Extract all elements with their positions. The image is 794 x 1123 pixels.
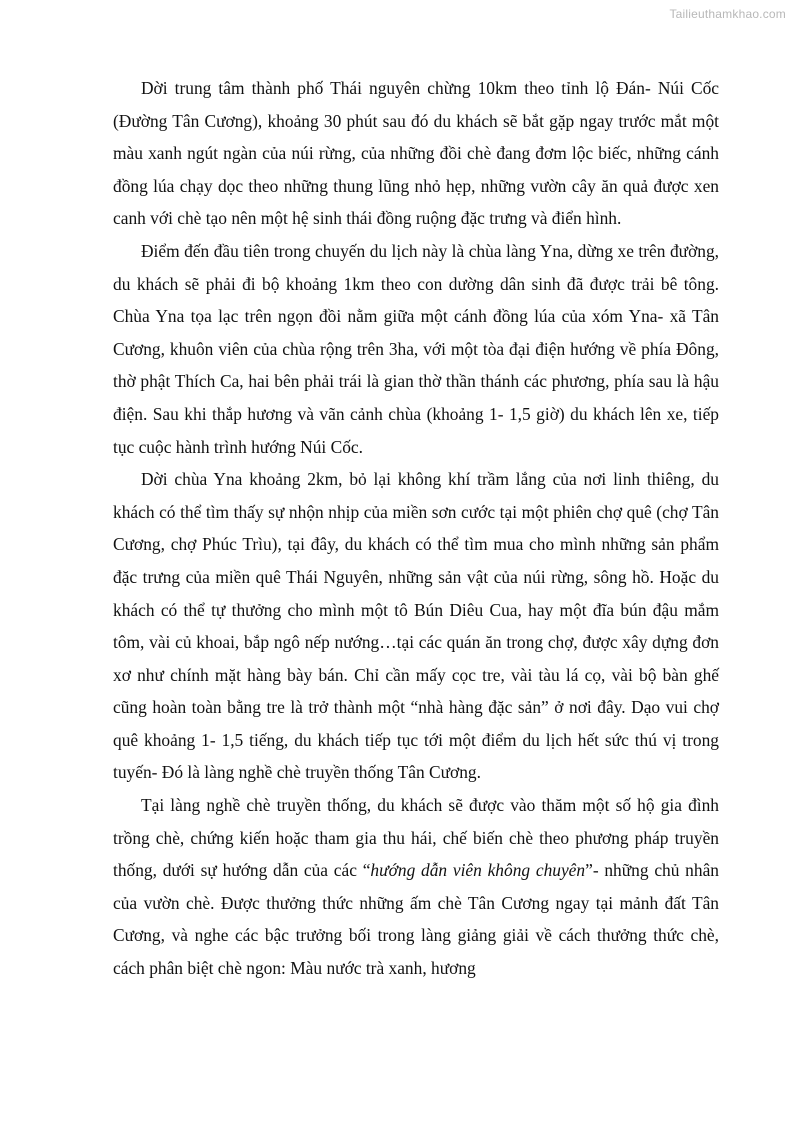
paragraph-4-text-before: Tại làng nghề chè truyền thống, du khách sẽ được vào thăm một số hộ gia đình trồng chè, chứng kiến hoặc tham gia thu hái, chế biến chè theo phương pháp truyền thống, dưới sự hướng dẫn của các “ bbox=[113, 795, 719, 881]
paragraph-3-text: Dời chùa Yna khoảng 2km, bỏ lại không khí trầm lắng của nơi linh thiêng, du khách có thể tìm thấy sự nhộn nhịp của miền sơn cước tại một phiên chợ quê (chợ Tân Cương, chợ Phúc Trìu), tại đây, du khách có thể tìm mua cho mình những sản phẩm đặc trưng của miền quê Thái Nguyên, những sản vật của núi rừng, sông hồ. Hoặc du khách có thể tự thưởng cho mình một tô Bún Diêu Cua, hay một đĩa bún đậu mắm tôm, vài củ khoai, bắp ngô nếp nướng…tại các quán ăn trong chợ, được xây dựng đơn xơ như chính mặt hàng bày bán. Chỉ cần mấy cọc tre, vài tàu lá cọ, vài bộ bàn ghế cũng hoàn toàn bằng tre là trở thành một “nhà hàng đặc sản” ở nơi đây. Dạo vui chợ quê khoảng 1- 1,5 tiếng, du khách tiếp tục tới một điểm du lịch hết sức thú vị trong tuyến- Đó là làng nghề chè truyền thống Tân Cương. bbox=[113, 469, 719, 783]
paragraph-1 bbox=[113, 72, 719, 235]
paragraph-4 bbox=[113, 789, 719, 985]
paragraph-4-italic-phrase: hướng dẫn viên không chuyên bbox=[370, 860, 586, 881]
paragraph-4-text-after: ”- những chủ nhân của vườn chè. Được thưởng thức những ấm chè Tân Cương ngay tại mảnh đất Tân Cương, và nghe các bậc trưởng bối trong làng giảng giải về cách thưởng thức chè, cách phân biệt chè ngon: Màu nước trà xanh, hương bbox=[113, 860, 719, 979]
paragraph-1-text: Dời trung tâm thành phố Thái nguyên chừng 10km theo tỉnh lộ Đán- Núi Cốc (Đường Tân Cương), khoảng 30 phút sau đó du khách sẽ bắt gặp ngay trước mắt một màu xanh ngút ngàn của núi rừng, của những đồi chè đang đơm lộc biếc, những cánh đồng lúa chạy dọc theo những thung lũng nhỏ hẹp, những vườn cây ăn quả được xen canh với chè tạo nên một hệ sinh thái đồng ruộng đặc trưng và điển hình. bbox=[113, 78, 719, 229]
paragraph-2-text: Điểm đến đầu tiên trong chuyến du lịch này là chùa làng Yna, dừng xe trên đường, du khách sẽ phải đi bộ khoảng 1km theo con dường dân sinh đã được trải bê tông. Chùa Yna tọa lạc trên ngọn đồi nằm giữa một cánh đồng lúa của xóm Yna- xã Tân Cương, khuôn viên của chùa rộng trên 3ha, với một tòa đại điện hướng về phía Đông, thờ phật Thích Ca, hai bên phải trái là gian thờ thần thánh các phương, phía sau là hậu điện. Sau khi thắp hương và vãn cảnh chùa (khoảng 1- 1,5 giờ) du khách lên xe, tiếp tục cuộc hành trình hướng Núi Cốc. bbox=[113, 240, 719, 457]
paragraph-2 bbox=[113, 235, 719, 463]
watermark: Tailieuthamkhao.com bbox=[669, 7, 786, 21]
document-body bbox=[113, 72, 719, 985]
paragraph-3 bbox=[113, 463, 719, 789]
